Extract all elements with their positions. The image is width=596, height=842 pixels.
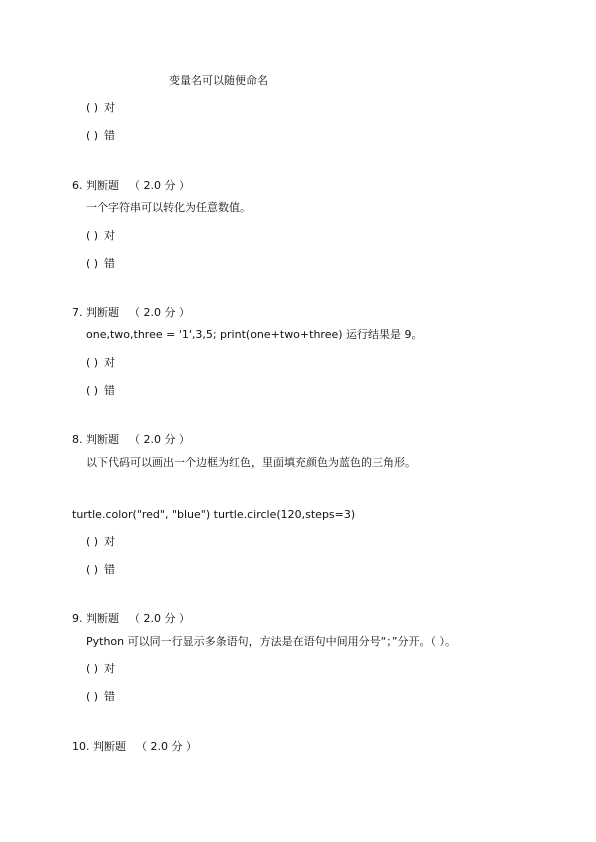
question-number: 8. <box>72 433 83 446</box>
question-header <box>72 433 190 446</box>
question-score: （ 2.0 分 ） <box>136 740 197 753</box>
question-header <box>72 612 190 625</box>
answer-blank: ( ) <box>86 690 99 703</box>
option-false[interactable] <box>86 384 115 397</box>
option-label: 对 <box>104 101 115 114</box>
answer-blank: ( ) <box>86 384 99 397</box>
question-type: 判断题 <box>86 179 119 192</box>
option-label: 错 <box>104 257 115 270</box>
question-statement: 以下代码可以画出一个边框为红色，里面填充颜色为蓝色的三角形。 <box>86 456 416 469</box>
option-true[interactable] <box>86 101 115 114</box>
option-false[interactable] <box>86 257 115 270</box>
question-header <box>72 179 190 192</box>
answer-blank: ( ) <box>86 101 99 114</box>
answer-blank: ( ) <box>86 129 99 142</box>
answer-blank: ( ) <box>86 535 99 548</box>
option-true[interactable] <box>86 229 115 242</box>
answer-blank: ( ) <box>86 563 99 576</box>
option-label: 错 <box>104 129 115 142</box>
question-number: 7. <box>72 306 83 319</box>
question-number: 6. <box>72 179 83 192</box>
option-label: 错 <box>104 384 115 397</box>
option-label: 错 <box>104 563 115 576</box>
question-header <box>72 306 190 319</box>
question-statement: 一个字符串可以转化为任意数值。 <box>86 201 251 214</box>
option-true[interactable] <box>86 662 115 675</box>
code-snippet: turtle.color("red", "blue") turtle.circle(120,steps=3) <box>72 508 356 521</box>
option-label: 对 <box>104 662 115 675</box>
option-label: 对 <box>104 535 115 548</box>
option-label: 对 <box>104 229 115 242</box>
answer-blank: ( ) <box>86 662 99 675</box>
question-type: 判断题 <box>93 740 126 753</box>
option-false[interactable] <box>86 129 115 142</box>
question-score: （ 2.0 分 ） <box>129 179 190 192</box>
question-header <box>72 740 197 753</box>
question-statement: Python 可以同一行显示多条语句，方法是在语句中间用分号“；”分开。（ ）。 <box>86 635 457 648</box>
question-number: 10. <box>72 740 90 753</box>
question-number: 9. <box>72 612 83 625</box>
answer-blank: ( ) <box>86 229 99 242</box>
question-type: 判断题 <box>86 612 119 625</box>
question-score: （ 2.0 分 ） <box>129 612 190 625</box>
option-false[interactable] <box>86 690 115 703</box>
question-statement: one,two,three = '1',3,5; print(one+two+three) 运行结果是 9。 <box>86 328 423 341</box>
question-score: （ 2.0 分 ） <box>129 306 190 319</box>
option-label: 错 <box>104 690 115 703</box>
question-type: 判断题 <box>86 433 119 446</box>
answer-blank: ( ) <box>86 356 99 369</box>
option-label: 对 <box>104 356 115 369</box>
option-true[interactable] <box>86 356 115 369</box>
question-type: 判断题 <box>86 306 119 319</box>
question-score: （ 2.0 分 ） <box>129 433 190 446</box>
option-false[interactable] <box>86 563 115 576</box>
question-statement: 变量名可以随便命名 <box>169 74 268 87</box>
option-true[interactable] <box>86 535 115 548</box>
answer-blank: ( ) <box>86 257 99 270</box>
